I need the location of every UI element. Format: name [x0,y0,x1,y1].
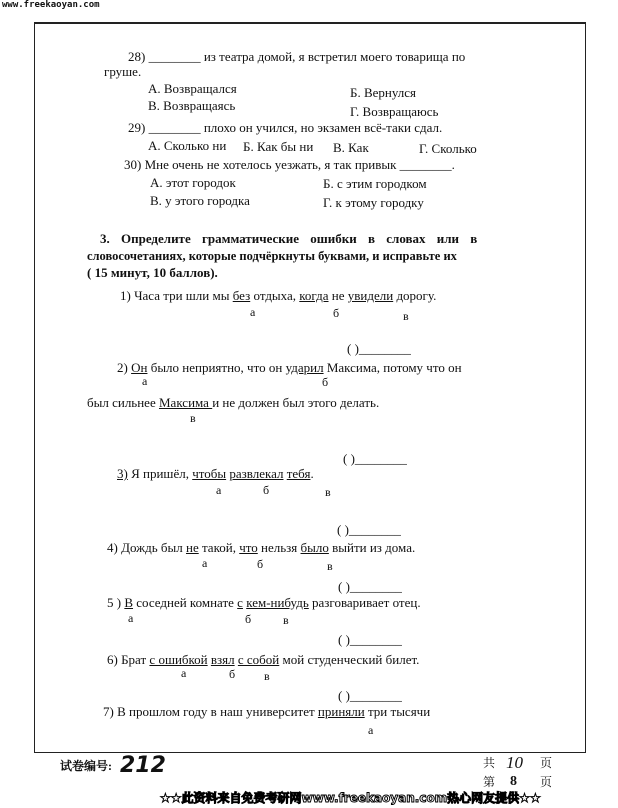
underlined-word: приняли [317,704,365,719]
error-letter: б [245,612,252,626]
question-28-cont: груше. [104,64,142,79]
error-letter: а [142,374,148,388]
error-letter: в [190,411,196,425]
underlined-word: тебя [286,466,311,481]
sentence-text: и не должен был этого делать. [212,395,380,410]
error-sentence [117,361,462,376]
total-pages-label: 共 [483,756,496,770]
underlined-word: было [300,540,329,555]
sentence-text: 1) Часа три шли мы [120,288,233,303]
underlined-word: взял [210,652,235,667]
sentence-text: три тысячи [364,704,431,719]
underlined-word: с [237,595,243,610]
error-letter: в [327,559,333,573]
error-letter: б [263,483,270,497]
sentence-text: соседней комнате [133,595,238,610]
error-sentence [103,705,430,720]
option: В. Как [333,140,369,155]
sentence-text: выйти из дома. [328,540,416,555]
underlined-word: 3) [117,466,128,481]
sentence-text: 4) Дождь был [107,540,186,555]
underlined-word: когда [299,288,329,303]
option: Г. к этому городку [323,195,424,210]
section-title: словосочетаниях, которые подчёркнуты буквами, и исправьте их [87,249,457,263]
option: В. Возвращаясь [148,98,236,113]
exam-code: 212 [120,753,166,778]
option: Г. Возвращаюсь [350,104,439,119]
sentence-text: 5 ) [107,595,125,610]
error-sentence [117,467,314,482]
question-30: 30) Мне очень не хотелось уезжать, я так привык ________. [124,157,455,172]
answer-blank: ( )________ [338,579,402,594]
page-number: 8 [510,774,517,789]
answer-blank: ( )________ [347,341,411,356]
source-banner: ★★此资料来自免费考研网www.freekaoyan.com热心网友提供★★ [160,791,541,805]
sentence-text: Максима, потому что он [323,360,462,375]
option: Б. Вернулся [350,85,417,100]
exam-code-label: 试卷编号: [60,759,112,773]
underlined-word: ударил [285,360,324,375]
sentence-text: разговаривает отец. [308,595,421,610]
error-letter: в [403,309,409,323]
error-letter: в [283,613,289,627]
error-letter: а [216,483,222,497]
sentence-text: такой, [198,540,240,555]
error-letter: а [368,723,374,737]
sentence-text: 6) Брат [107,652,150,667]
option: А. этот городок [150,175,236,190]
sentence-text: нельзя [257,540,301,555]
option: А. Сколько ни [148,138,227,153]
underlined-word: с ошибкой [149,652,208,667]
question-28: 28) ________ из театра домой, я встретил моего товарища по [128,49,466,64]
underlined-word: В [124,595,134,610]
underlined-word: без [232,288,251,303]
answer-blank: ( )________ [343,451,407,466]
option: Г. Сколько [419,141,477,156]
error-letter: б [229,667,236,681]
error-letter: а [181,666,187,680]
error-sentence [107,653,419,668]
question-29: 29) ________ плохо он учился, но экзамен всё-таки сдал. [128,120,443,135]
underlined-word: чтобы [192,466,227,481]
error-letter: а [202,556,208,570]
sentence-text: Я пришёл, [127,466,193,481]
section-title: 3. Определите грамматические ошибки в словах или в [100,231,478,246]
total-pages: 10 [506,753,523,772]
error-letter: в [264,669,270,683]
sentence-text: . [310,466,314,481]
underlined-word: не [185,540,199,555]
underlined-word: Он [131,360,148,375]
error-letter: б [322,375,329,389]
sentence-text: отдыха, [250,288,300,303]
error-sentence [107,596,421,611]
option: А. Возвращался [148,81,237,96]
answer-blank: ( )________ [337,522,401,537]
site-url: www.freekaoyan.com [2,0,100,10]
total-pages-label: 页 [540,756,553,770]
underlined-word: увидели [347,288,394,303]
answer-blank: ( )________ [338,632,402,647]
error-letter: а [128,611,134,625]
page-label: 页 [540,775,553,789]
option: Б. с этим городком [323,176,427,191]
error-sentence-cont [87,396,379,411]
error-sentence [120,289,436,304]
error-letter: а [250,305,256,319]
underlined-word: Максима [158,395,213,410]
sentence-text: 2) [117,360,132,375]
error-sentence [107,541,415,556]
sentence-text: дорогу. [393,288,437,303]
underlined-word: развлекал [229,466,284,481]
option: Б. Как бы ни [243,139,314,154]
sentence-text: не [328,288,348,303]
option: В. у этого городка [150,193,250,208]
underlined-word: что [239,540,258,555]
underlined-word: кем-нибудь [246,595,309,610]
sentence-text: был сильнее [87,395,159,410]
error-letter: в [325,485,331,499]
section-title: ( 15 минут, 10 баллов). [87,265,218,280]
underlined-word: с собой [237,652,280,667]
error-letter: б [333,306,340,320]
sentence-text: 7) В прошлом году в наш университет [103,704,318,719]
sentence-text: было неприятно, что он [147,360,286,375]
answer-blank: ( )________ [338,688,402,703]
error-letter: б [257,557,264,571]
sentence-text: мой студенческий билет. [279,652,420,667]
page-label: 第 [483,775,496,789]
